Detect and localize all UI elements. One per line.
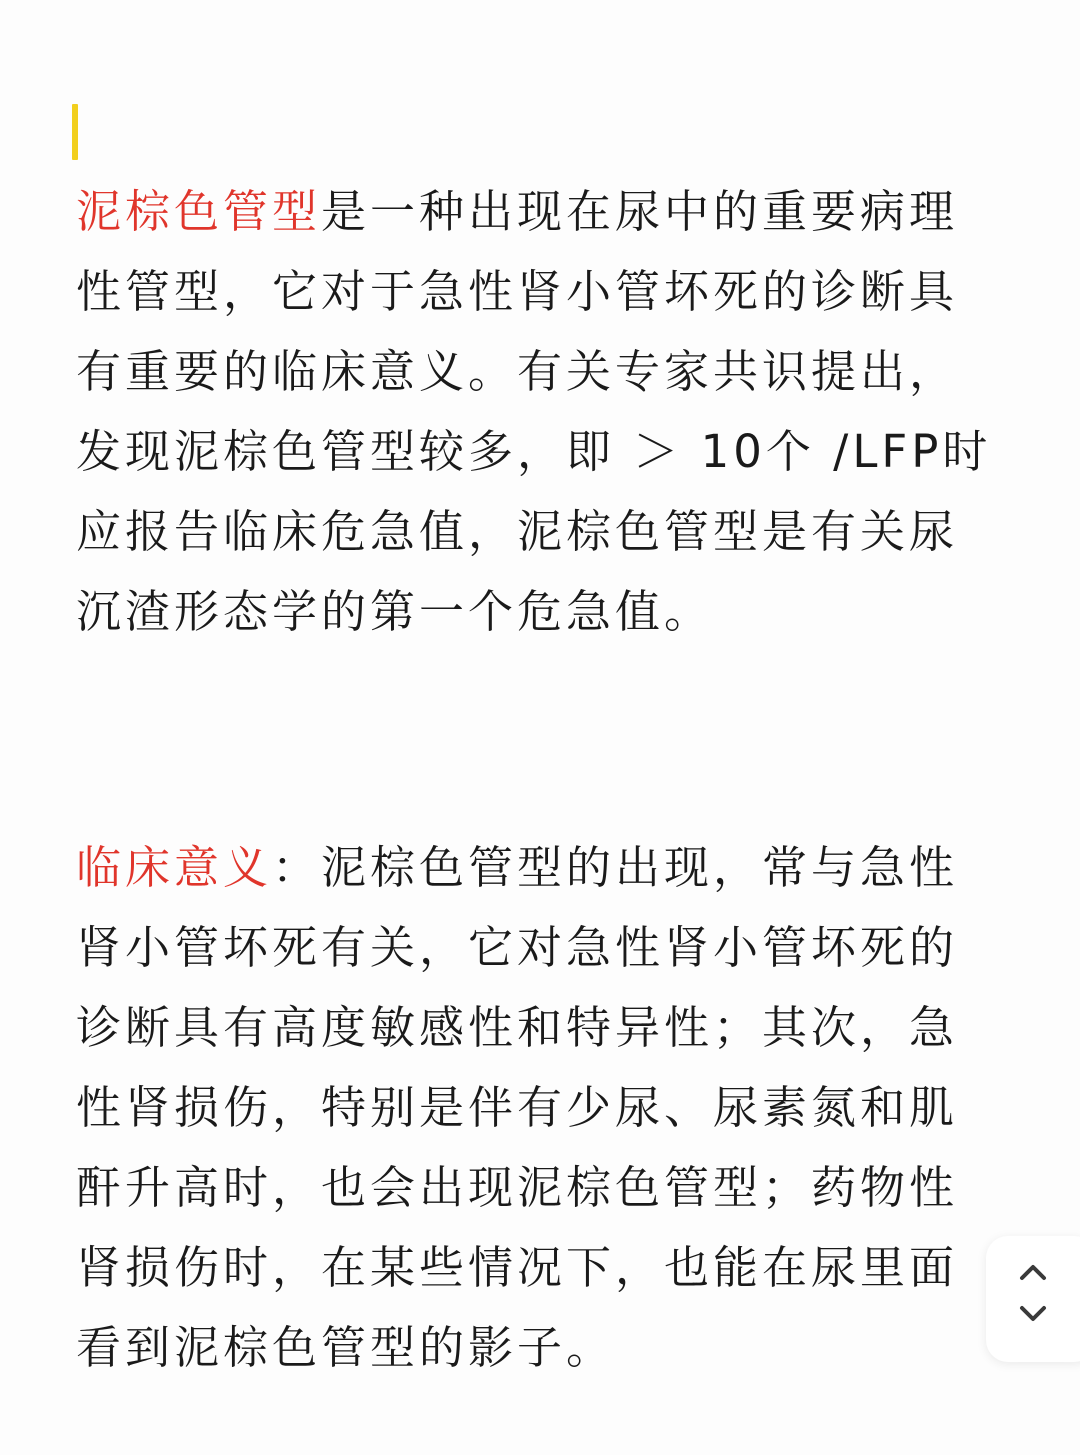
paragraph-line: 肾损伤时，在某些情况下，也能在尿里面 — [76, 1241, 959, 1294]
page-scroll-control — [986, 1236, 1080, 1362]
paragraph-line — [76, 828, 976, 908]
section-accent-bar — [72, 104, 78, 160]
paragraph-clinical-significance — [76, 828, 976, 1388]
paragraph-line: 有重要的临床意义。有关专家共识提出， — [76, 345, 959, 398]
paragraph-definition — [76, 172, 992, 652]
chevron-up-icon — [1016, 1260, 1050, 1284]
paragraph-text: ：泥棕色管型的出现，常与急性 — [272, 841, 959, 894]
term-highlight: 临床意义 — [76, 841, 273, 894]
paragraph-line: 酐升高时，也会出现泥棕色管型；药物性 — [76, 1161, 959, 1214]
scroll-up-button[interactable] — [1016, 1260, 1050, 1284]
paragraph-text: 是一种出现在尿中的重要病理 — [321, 185, 959, 238]
scroll-down-button[interactable] — [1016, 1302, 1050, 1326]
paragraph-line: 沉渣形态学的第一个危急值。 — [76, 585, 714, 638]
paragraph-line: 肾小管坏死有关，它对急性肾小管坏死的 — [76, 921, 959, 974]
paragraph-line: 应报告临床危急值，泥棕色管型是有关尿 — [76, 505, 959, 558]
paragraph-line: 性管型，它对于急性肾小管坏死的诊断具 — [76, 265, 959, 318]
paragraph-line: 性肾损伤，特别是伴有少尿、尿素氮和肌 — [76, 1081, 959, 1134]
term-highlight: 泥棕色管型 — [76, 185, 322, 238]
paragraph-line: 看到泥棕色管型的影子。 — [76, 1321, 616, 1374]
paragraph-line: 诊断具有高度敏感性和特异性；其次，急 — [76, 1001, 959, 1054]
paragraph-line — [76, 172, 976, 252]
paragraph-line: 发现泥棕色管型较多，即 ＞ 10个 /LFP时 — [76, 425, 992, 478]
chevron-down-icon — [1016, 1302, 1050, 1326]
